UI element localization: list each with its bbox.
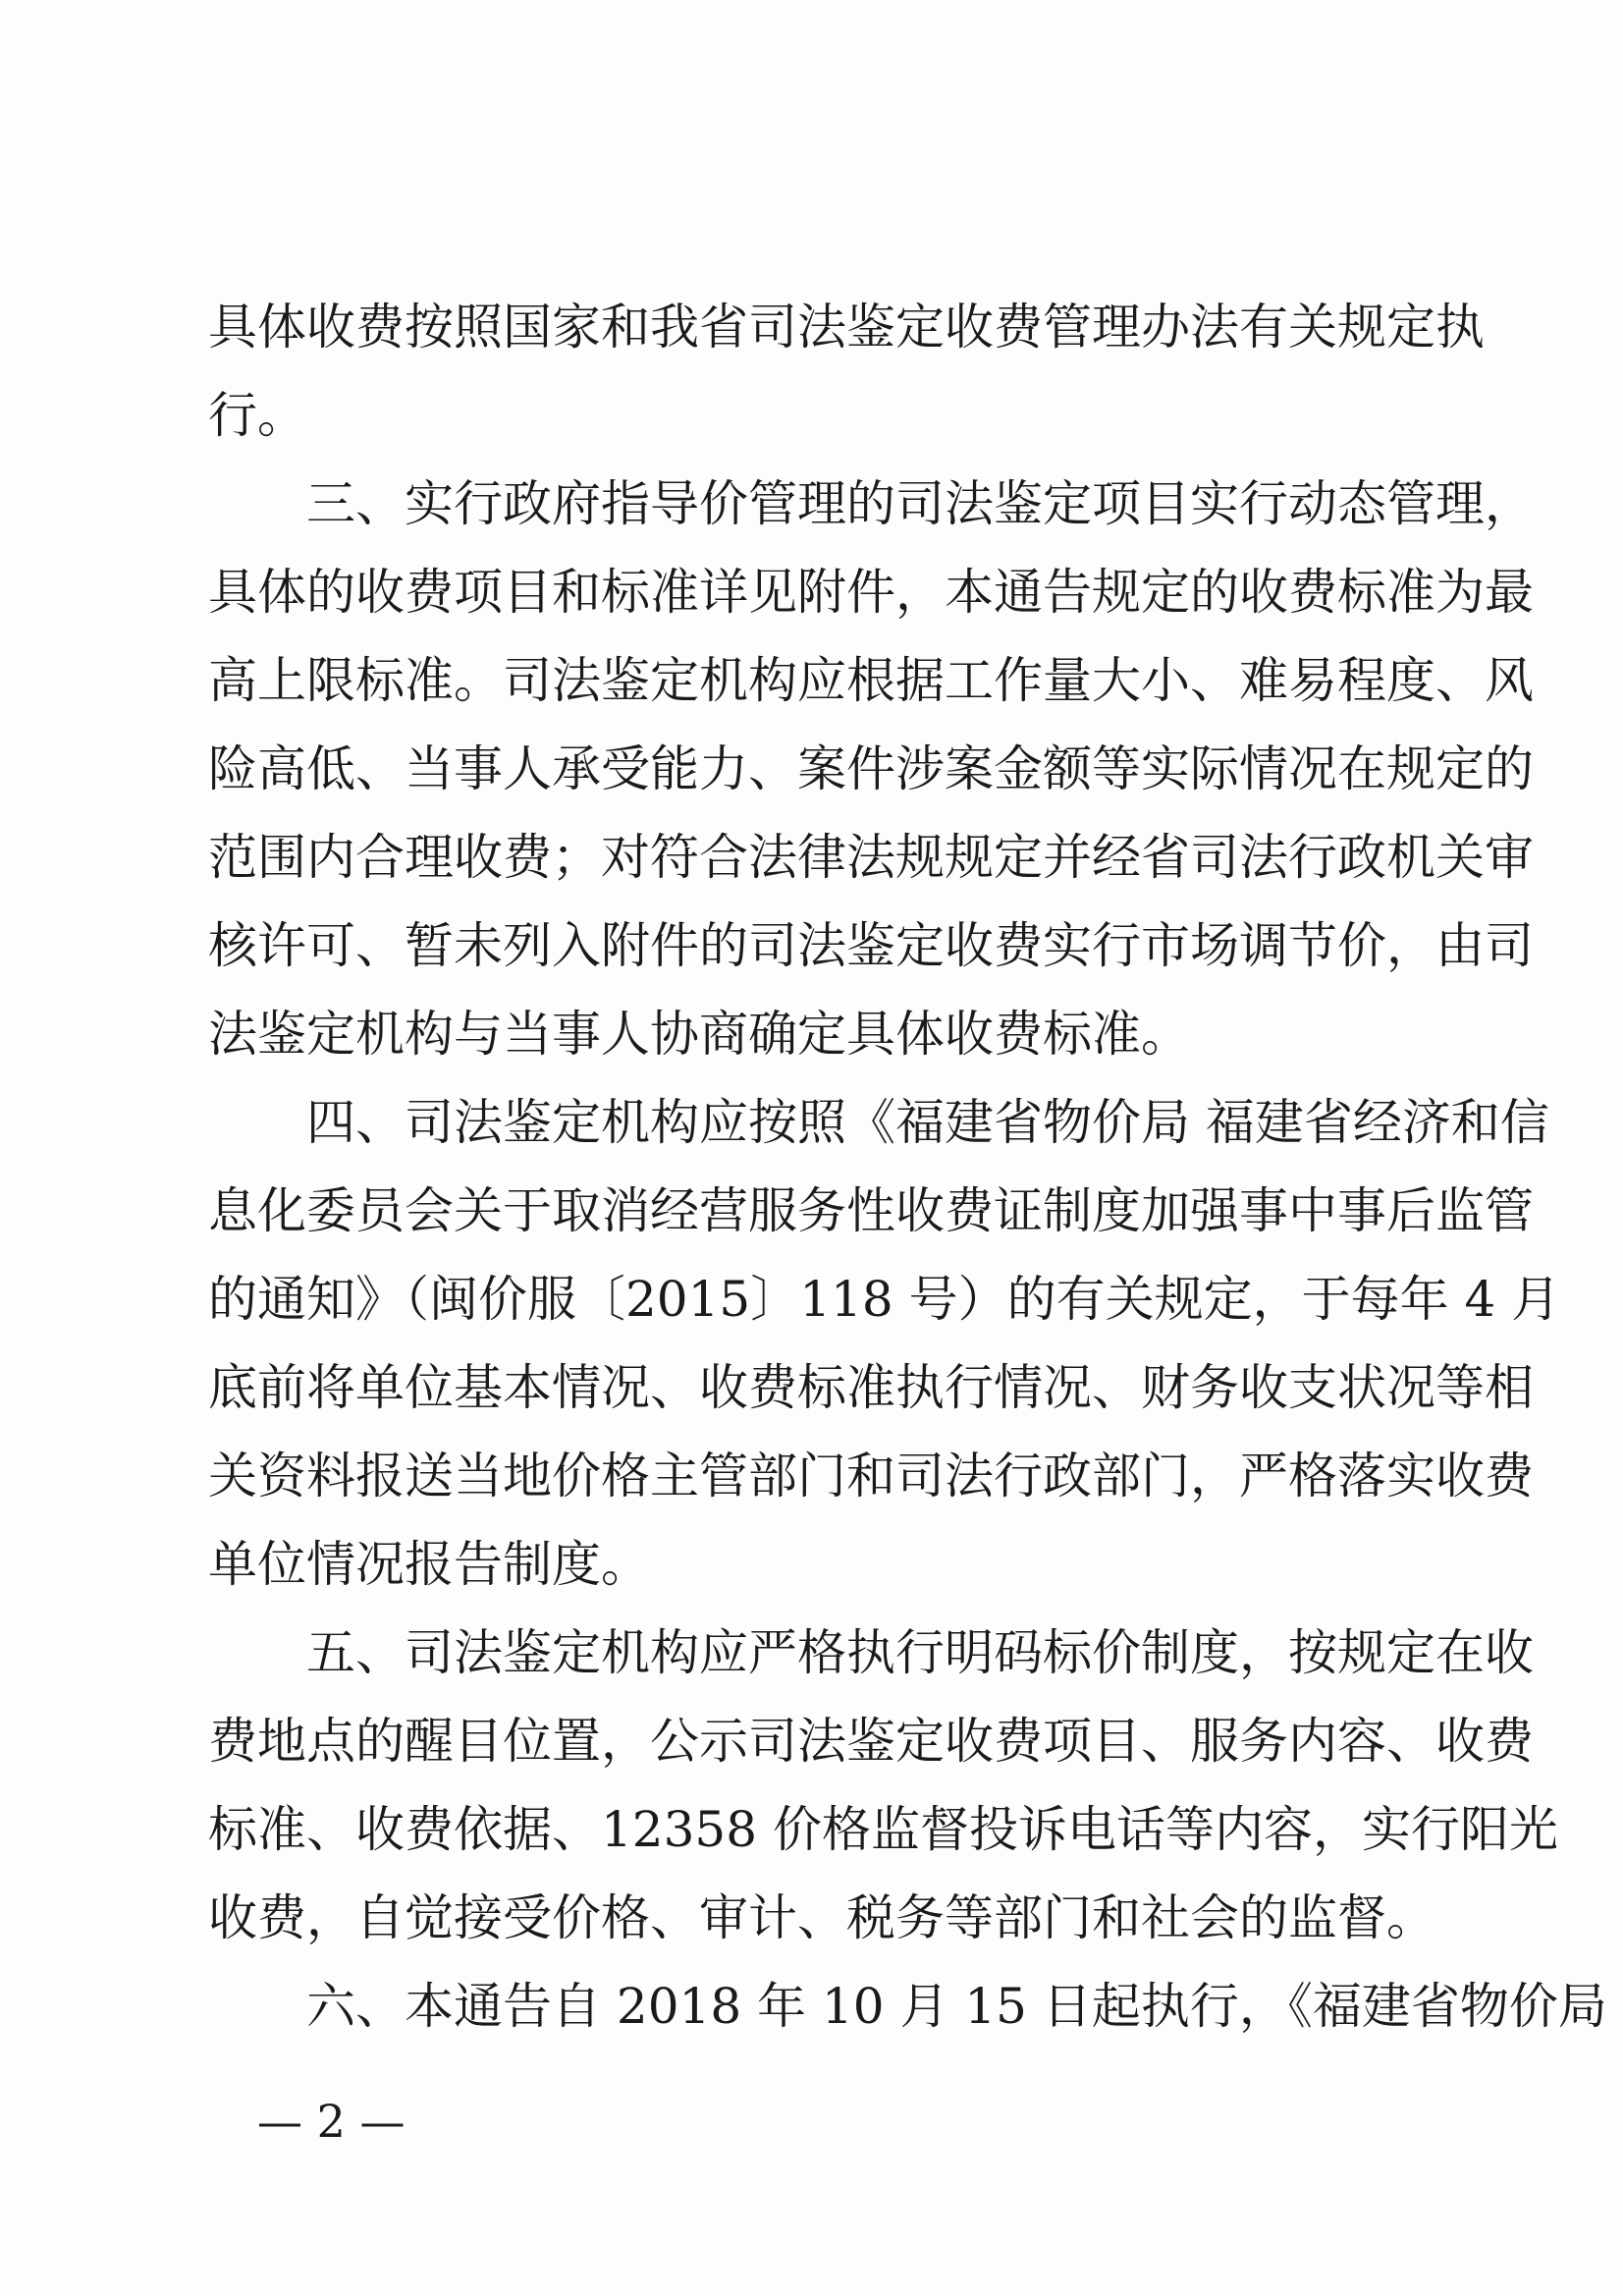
text-line: 标准、收费依据、12358 价格监督投诉电话等内容，实行阳光 (208, 1801, 1558, 1858)
text-line: 核许可、暂未列入附件的司法鉴定收费实行市场调节价，由司 (208, 917, 1534, 974)
text-line: 息化委员会关于取消经营服务性收费证制度加强事中事后监管 (208, 1182, 1534, 1239)
text-line: 的通知》（闽价服〔2015〕118 号）的有关规定，于每年 4 月 (208, 1271, 1561, 1328)
text-line: 法鉴定机构与当事人协商确定具体收费标准。 (208, 1006, 1190, 1063)
text-line: 单位情况报告制度。 (208, 1536, 650, 1593)
text-line: 三、实行政府指导价管理的司法鉴定项目实行动态管理， (306, 475, 1534, 532)
text-line: 六、本通告自 2018 年 10 月 15 日起执行，《福建省物价局 (306, 1978, 1607, 2035)
text-line: 底前将单位基本情况、收费标准执行情况、财务收支状况等相 (208, 1359, 1534, 1416)
text-line: 关资料报送当地价格主管部门和司法行政部门，严格落实收费 (208, 1448, 1534, 1504)
text-line: 收费，自觉接受价格、审计、税务等部门和社会的监督。 (208, 1889, 1435, 1946)
text-line: 险高低、当事人承受能力、案件涉案金额等实际情况在规定的 (208, 740, 1534, 797)
text-line: 费地点的醒目位置，公示司法鉴定收费项目、服务内容、收费 (208, 1713, 1534, 1770)
text-line: 具体收费按照国家和我省司法鉴定收费管理办法有关规定执 (208, 299, 1485, 355)
document-body (208, 283, 1607, 2050)
text-line: 行。 (208, 387, 306, 444)
page-number: — 2 — (257, 2095, 406, 2148)
text-line: 具体的收费项目和标准详见附件，本通告规定的收费标准为最 (208, 564, 1534, 621)
text-line: 四、司法鉴定机构应按照《福建省物价局 福建省经济和信 (306, 1094, 1549, 1151)
text-line: 范围内合理收费；对符合法律法规规定并经省司法行政机关审 (208, 829, 1534, 886)
text-line: 高上限标准。司法鉴定机构应根据工作量大小、难易程度、风 (208, 652, 1534, 709)
text-line: 五、司法鉴定机构应严格执行明码标价制度，按规定在收 (306, 1624, 1534, 1681)
